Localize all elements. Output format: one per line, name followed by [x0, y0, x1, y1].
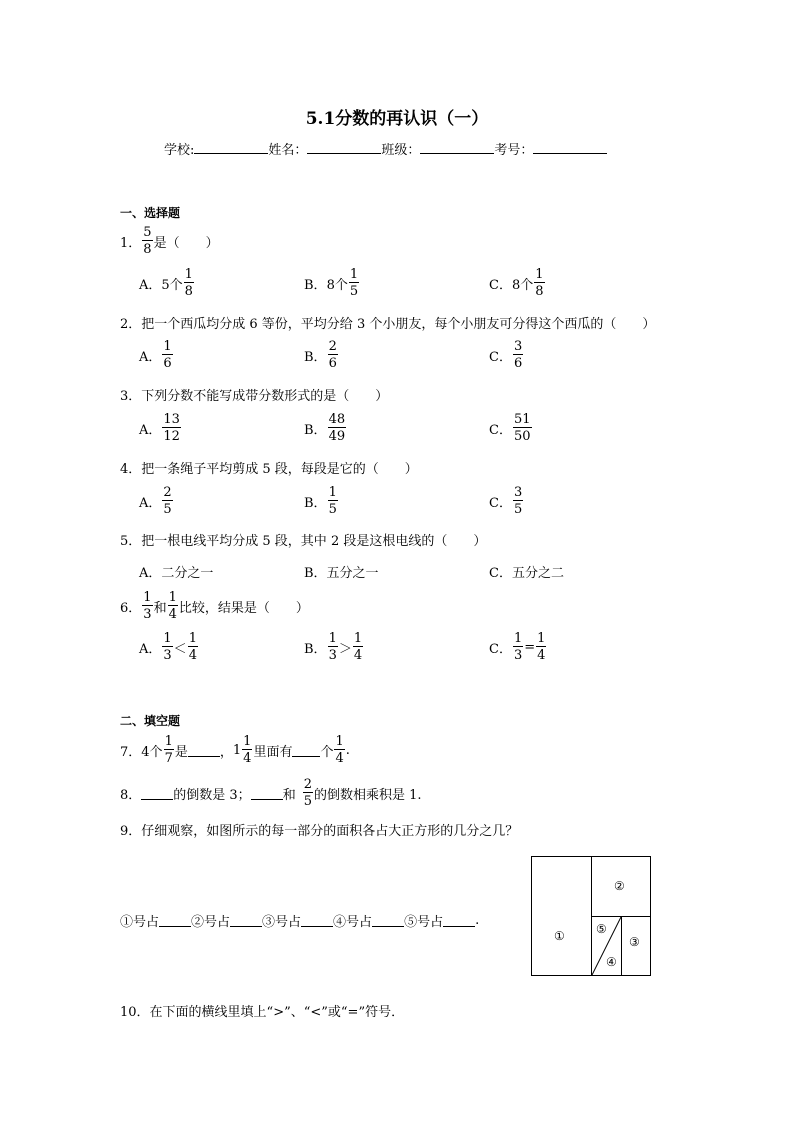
- numerator: 1: [513, 631, 523, 646]
- numerator: 1: [328, 485, 337, 500]
- diagonal-line: [532, 857, 650, 975]
- numerator: 1: [168, 590, 177, 605]
- q6-fraction-1: [142, 591, 152, 621]
- option-fraction-right: [353, 632, 363, 662]
- q2-option-b[interactable]: [304, 340, 339, 370]
- denominator: 8: [535, 284, 544, 299]
- name-blank[interactable]: [307, 141, 381, 154]
- q8-fraction: [303, 778, 313, 808]
- q5-option-b[interactable]: B．五分之一: [304, 566, 379, 581]
- name-label: 姓名：: [268, 143, 308, 158]
- region-4-label: ④: [606, 955, 617, 969]
- answer-blank[interactable]: [188, 744, 220, 757]
- question-7: [120, 735, 350, 765]
- q7-fraction-2: [334, 735, 344, 765]
- q9-text: .: [475, 912, 480, 928]
- q6-option-c[interactable]: [489, 632, 547, 662]
- q3-option-a[interactable]: [139, 413, 182, 443]
- numerator: 1: [188, 631, 197, 646]
- numerator: 5: [143, 225, 152, 240]
- question-3: 3．下列分数不能写成带分数形式的是（ ）: [120, 389, 389, 404]
- option-label: A．: [139, 495, 162, 511]
- option-label: A．: [139, 277, 162, 293]
- denominator: 4: [335, 751, 344, 766]
- q3-option-c[interactable]: [489, 413, 533, 443]
- q2-option-a[interactable]: [139, 340, 174, 370]
- denominator: 5: [303, 794, 312, 809]
- class-blank[interactable]: [420, 141, 494, 154]
- comparison-operator: ＜: [173, 641, 187, 657]
- number-label: 考号：: [494, 143, 534, 158]
- numerator: 1: [535, 267, 544, 282]
- option-label: A．: [139, 641, 162, 657]
- denominator: 6: [163, 356, 172, 371]
- question-10: 10．在下面的横线里填上“>”、“<”或“=”符号．: [120, 1005, 405, 1020]
- option-fraction: [513, 486, 523, 516]
- denominator: 3: [163, 648, 172, 663]
- comparison-operator: ＞: [338, 641, 352, 657]
- part-3-label: ③号占: [262, 914, 302, 930]
- square-diagram: [531, 856, 651, 976]
- comparison-operator: =: [524, 639, 536, 655]
- option-fraction: [162, 340, 172, 370]
- region-1-label: ①: [554, 929, 565, 943]
- q4-option-a[interactable]: [139, 486, 174, 516]
- numerator: 1: [164, 734, 173, 749]
- q6-number: 6．: [120, 600, 142, 616]
- q7-text: 是: [174, 744, 188, 760]
- denominator: 3: [513, 648, 523, 663]
- numerator: 2: [328, 339, 337, 354]
- option-fraction-right: [188, 632, 198, 662]
- option-text: 8个: [511, 277, 534, 293]
- school-label: 学校:: [164, 143, 195, 158]
- q7-text: 4个: [141, 744, 163, 760]
- option-label: B．: [304, 277, 327, 293]
- q6-text: 比较，结果是（ ）: [178, 600, 309, 616]
- denominator: 12: [163, 429, 180, 444]
- q7-number: 7．: [120, 744, 142, 760]
- numerator: 1: [335, 734, 344, 749]
- option-fraction: [534, 268, 544, 298]
- option-label: C．: [489, 349, 512, 365]
- q1-text: 是（ ）: [153, 235, 219, 251]
- student-info-line: [164, 139, 607, 158]
- option-fraction: [513, 413, 532, 443]
- answer-blank[interactable]: [159, 914, 191, 927]
- q1-number: 1．: [120, 235, 142, 251]
- option-label: B．: [304, 349, 327, 365]
- denominator: 8: [143, 242, 152, 257]
- numerator: 1: [353, 631, 363, 646]
- q7-text: 里面有: [253, 744, 293, 760]
- option-label: B．: [304, 422, 327, 438]
- part-2-label: ②号占: [191, 914, 231, 930]
- answer-blank[interactable]: [230, 914, 262, 927]
- numerator: 48: [328, 412, 346, 427]
- answer-blank[interactable]: [443, 914, 475, 927]
- numerator: 2: [163, 485, 172, 500]
- answer-blank[interactable]: [251, 787, 283, 800]
- option-text: 8个: [326, 277, 348, 293]
- q1-option-c[interactable]: [489, 268, 546, 298]
- denominator: 5: [328, 502, 337, 517]
- denominator: 7: [164, 751, 173, 766]
- q1-option-b[interactable]: [304, 268, 360, 298]
- numerator: 1: [537, 631, 546, 646]
- q7-text: 个: [320, 744, 334, 760]
- numerator: 1: [349, 267, 359, 282]
- question-2: 2．把一个西瓜均分成 6 等份，平均分给 3 个小朋友，每个小朋友可分得这个西瓜的（ ）: [120, 317, 656, 332]
- option-fraction: [184, 268, 194, 298]
- option-fraction: [328, 486, 338, 516]
- q7-text: .: [345, 742, 350, 758]
- option-fraction: [328, 413, 347, 443]
- option-text: 5个: [161, 277, 183, 293]
- option-label: C．: [489, 277, 512, 293]
- option-label: C．: [489, 641, 512, 657]
- q5-option-a[interactable]: A．二分之一: [139, 566, 214, 581]
- school-blank[interactable]: [194, 141, 268, 154]
- q9-answers: [120, 905, 479, 935]
- option-fraction: [513, 340, 523, 370]
- option-label: A．: [139, 349, 162, 365]
- numerator: 1: [243, 734, 252, 749]
- option-label: C．: [489, 495, 512, 511]
- number-blank[interactable]: [533, 141, 607, 154]
- answer-blank[interactable]: [301, 914, 333, 927]
- numerator: 1: [163, 339, 172, 354]
- option-label: B．: [304, 641, 327, 657]
- denominator: 4: [188, 648, 197, 663]
- q8-text: 的倒数是 3；: [173, 787, 251, 803]
- option-fraction: [162, 413, 181, 443]
- q6-option-b[interactable]: [304, 632, 364, 662]
- option-label: B．: [304, 495, 327, 511]
- denominator: 5: [349, 284, 359, 299]
- class-label: 班级：: [381, 143, 421, 158]
- question-5: 5．把一根电线平均分成 5 段，其中 2 段是这根电线的（ ）: [120, 534, 487, 549]
- q7-fraction: [164, 735, 174, 765]
- denominator: 50: [513, 429, 531, 444]
- part-5-label: ⑤号占: [404, 914, 444, 930]
- numerator: 2: [303, 777, 312, 792]
- numerator: 3: [513, 485, 523, 500]
- numerator: 1: [143, 590, 152, 605]
- q7-mixed-number: [233, 735, 254, 765]
- region-2-label: ②: [614, 879, 625, 893]
- denominator: 4: [168, 607, 177, 622]
- denominator: 5: [513, 502, 523, 517]
- q6-option-a[interactable]: [139, 632, 199, 662]
- denominator: 6: [513, 356, 523, 371]
- answer-blank[interactable]: [292, 744, 320, 757]
- denominator: 3: [328, 648, 337, 663]
- q3-option-b[interactable]: [304, 413, 347, 443]
- whole-part: 1: [232, 742, 242, 758]
- denominator: 4: [537, 648, 546, 663]
- numerator: 3: [513, 339, 523, 354]
- option-fraction-left: [162, 632, 172, 662]
- q8-text: 的倒数相乘积是 1.: [313, 787, 422, 803]
- section-choice-heading: 一、选择题: [120, 206, 181, 220]
- page-title: 5.1分数的再认识（一）: [305, 109, 489, 129]
- question-1: [120, 226, 219, 256]
- q1-fraction: [142, 226, 152, 256]
- denominator: 5: [163, 502, 172, 517]
- question-6: [120, 591, 309, 621]
- numerator: 1: [184, 267, 193, 282]
- section-fill-heading: 二、填空题: [120, 714, 181, 728]
- part-4-label: ④号占: [333, 914, 373, 930]
- q8-text: 和: [282, 787, 296, 803]
- answer-blank[interactable]: [372, 914, 404, 927]
- q2-option-c[interactable]: [489, 340, 524, 370]
- option-fraction-right: [536, 632, 546, 662]
- region-3-label: ③: [629, 935, 640, 949]
- q6-and: 和: [153, 600, 167, 616]
- q4-option-c[interactable]: [489, 486, 524, 516]
- region-5-label: ⑤: [596, 922, 607, 936]
- q6-fraction-2: [168, 591, 178, 621]
- q8-number: 8．: [120, 787, 142, 803]
- denominator: 6: [328, 356, 337, 371]
- denominator: 3: [143, 607, 152, 622]
- option-fraction-left: [328, 632, 338, 662]
- q4-option-b[interactable]: [304, 486, 339, 516]
- question-9: 9．仔细观察，如图所示的每一部分的面积各占大正方形的几分之几？: [120, 824, 519, 839]
- option-fraction: [349, 268, 359, 298]
- q1-option-a[interactable]: [139, 268, 195, 298]
- option-fraction-left: [513, 632, 523, 662]
- part-1-label: ①号占: [120, 914, 160, 930]
- numerator: 51: [513, 412, 531, 427]
- denominator: 4: [353, 648, 363, 663]
- question-8: [120, 778, 422, 808]
- option-label: A．: [139, 422, 162, 438]
- q7-text: ，: [219, 744, 233, 760]
- q5-option-c[interactable]: C．五分之二: [489, 566, 564, 581]
- answer-blank[interactable]: [141, 787, 173, 800]
- denominator: 4: [243, 751, 252, 766]
- numerator: 1: [328, 631, 337, 646]
- option-label: C．: [489, 422, 512, 438]
- numerator: 1: [163, 631, 172, 646]
- option-fraction: [328, 340, 338, 370]
- denominator: 49: [328, 429, 346, 444]
- numerator: 13: [163, 412, 180, 427]
- option-fraction: [162, 486, 172, 516]
- question-4: 4．把一条绳子平均剪成 5 段，每段是它的（ ）: [120, 462, 418, 477]
- denominator: 8: [184, 284, 193, 299]
